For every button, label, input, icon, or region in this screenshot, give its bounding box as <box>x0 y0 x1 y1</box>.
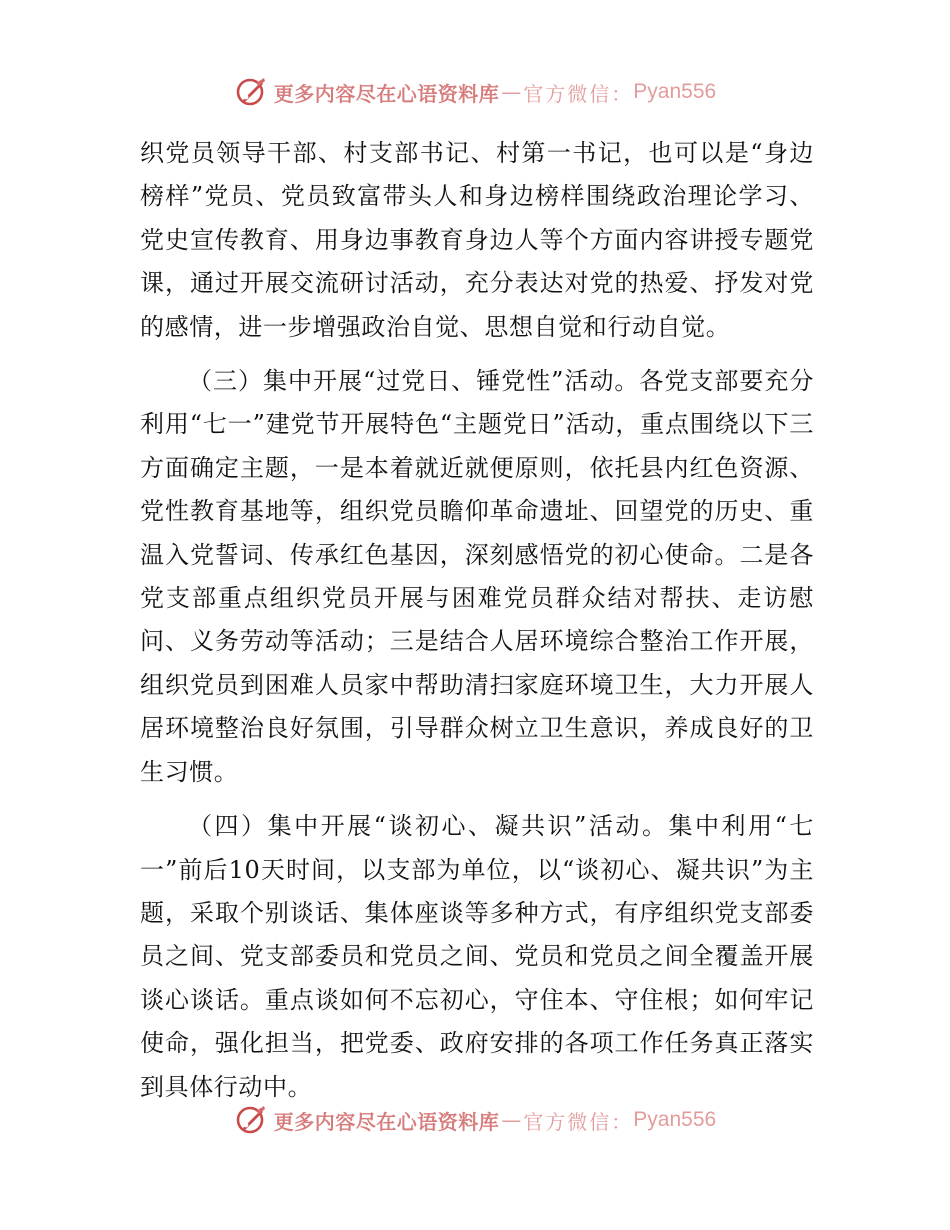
paragraph-continuation: 织党员领导干部、村支部书记、村第一书记，也可以是“身边榜样”党员、党员致富带头人和身边榜样围绕政治理论学习、党史宣传教育、用身边事教育身边人等个方面内容讲授专题党课，通过开展交流研讨活动，充分表达对党的热爱、抒发对党的感情，进一步增强政治自觉、思想自觉和行动自觉。 <box>140 139 814 341</box>
quill-logo-icon <box>234 75 268 109</box>
watermark-text <box>274 1106 716 1135</box>
paragraph-section-four: （四）集中开展“谈初心、凝共识”活动。集中利用“七一”前后10天时间，以支部为单位，以“谈初心、凝共识”为主题，采取个别谈话、集体座谈等多种方式，有序组织党支部委员之间、党支部委员和党员之间、党员和党员之间全覆盖开展谈心谈话。重点谈如何不忘初心，守住本、守住根；如何牢记使命，强化担当，把党委、政府安排的各项工作任务真正落实到具体行动中。 <box>140 812 814 1101</box>
quill-logo-icon <box>234 1103 268 1137</box>
watermark-dash: — <box>501 80 522 104</box>
watermark-wechat-label: 官方微信： <box>523 1109 634 1134</box>
footer-watermark-banner <box>0 1098 950 1142</box>
watermark-main-text: 更多内容尽在心语资料库 <box>273 1109 500 1134</box>
watermark-text <box>274 78 716 107</box>
watermark-wechat-label: 官方微信： <box>523 81 634 106</box>
paragraph-section-three: （三）集中开展“过党日、锤党性”活动。各党支部要充分利用“七一”建党节开展特色“主题党日”活动，重点围绕以下三方面确定主题，一是本着就近就便原则，依托县内红色资源、党性教育基地等，组织党员瞻仰革命遗址、回望党的历史、重温入党誓词、传承红色基因，深刻感悟党的初心使命。二是各党支部重点组织党员开展与困难党员群众结对帮扶、走访慰问、义务劳动等活动；三是结合人居环境综合整治工作开展，组织党员到困难人员家中帮助清扫家庭环境卫生，大力开展人居环境整治良好氛围，引导群众树立卫生意识，养成良好的卫生习惯。 <box>140 367 814 786</box>
watermark-dash: — <box>501 1108 522 1132</box>
header-watermark-banner <box>0 70 950 114</box>
watermark-wechat-id: Pyan556 <box>633 1108 717 1131</box>
watermark-main-text: 更多内容尽在心语资料库 <box>273 81 500 106</box>
watermark-wechat-id: Pyan556 <box>633 80 717 103</box>
document-body <box>140 132 814 1109</box>
